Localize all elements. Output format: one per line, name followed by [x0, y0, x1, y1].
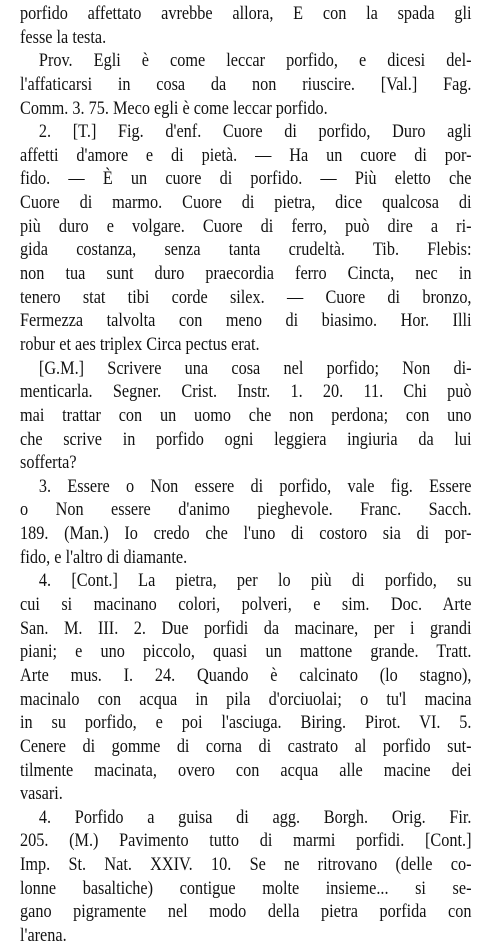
text-line: che scrive in porfido ogni leggiera ingiuria da lui [20, 428, 472, 450]
text-line: l'arena. [20, 924, 67, 946]
text-line: affetti d'amore e di pietà. — Ha un cuore di por- [20, 144, 472, 166]
text-line: 205. (M.) Pavimento tutto di marmi porfidi. [Cont.] [20, 830, 472, 852]
text-line: Fermezza talvolta con meno di biasimo. Hor. Illi [20, 310, 472, 332]
text-line: più duro e volgare. Cuore di ferro, può dire a ri- [20, 215, 472, 237]
text-line: robur et aes triplex Circa pectus erat. [20, 333, 260, 355]
text-line: San. M. III. 2. Due porfidi da macinare, per i grandi [20, 617, 472, 639]
text-line: gida costanza, senza tanta crudeltà. Tib. Flebis: [20, 239, 472, 261]
text-line: l'affaticarsi in cosa da non riuscire. [Val.] Fag. [20, 73, 472, 95]
text-line: Cuore di marmo. Cuore di pietra, dice qualcosa di [20, 192, 472, 214]
text-line: 189. (Man.) Io credo che l'uno di costoro sia di por- [20, 523, 472, 545]
text-line: non tua sunt duro praecordia ferro Cincta, nec in [20, 263, 472, 285]
text-line: 3. Essere o Non essere di porfido, vale fig. Essere [38, 475, 472, 497]
text-line: Imp. St. Nat. XXIV. 10. Se ne ritrovano (delle co- [20, 854, 472, 876]
text-line: menticarla. Segner. Crist. Instr. 1. 20. 11. Chi può [20, 381, 472, 403]
text-line: 2. [T.] Fig. d'enf. Cuore di porfido, Duro agli [38, 121, 472, 143]
text-line: cui si macinano colori, polveri, e sim. Doc. Arte [20, 594, 472, 616]
text-line: tilmente macinata, overo con acqua alle macine dei [20, 759, 472, 781]
text-line: Prov. Egli è come leccar porfido, e dicesi del- [38, 50, 472, 72]
text-line: Arte mus. I. 24. Quando è calcinato (lo stagno), [20, 664, 472, 686]
text-line: [G.M.] Scrivere una cosa nel porfido; Non di- [38, 357, 472, 379]
text-line: fido, e l'altro di diamante. [20, 546, 188, 568]
text-line: porfido affettato avrebbe allora, E con la spada gli [20, 3, 472, 24]
text-line: 4. Porfido a guisa di agg. Borgh. Orig. Fir. [38, 806, 472, 828]
text-line: gano pigramente nel modo della pietra porfida con [20, 901, 472, 923]
text-line: in su porfido, e poi l'asciuga. Biring. Pirot. VI. 5. [20, 712, 472, 734]
text-line: mai trattar con un uomo che non perdona; con uno [20, 404, 472, 426]
text-line: fido. — È un cuore di porfido. — Più eletto che [20, 168, 472, 190]
text-line: macinalo con acqua in pila d'orciuolai; o tu'l macina [20, 688, 472, 710]
text-column [20, 2, 472, 948]
text-line: 4. [Cont.] La pietra, per lo più di porfido, su [38, 570, 472, 592]
text-line: o Non essere d'animo pieghevole. Franc. Sacch. [20, 499, 472, 521]
text-line: piani; e uno piccolo, quasi un mattone grande. Tratt. [20, 641, 472, 663]
text-line: tenero stat tibi corde silex. — Cuore di bronzo, [20, 286, 472, 308]
dictionary-page [20, 2, 472, 948]
text-line: vasari. [20, 783, 63, 805]
text-line: sofferta? [20, 452, 77, 474]
text-line: fesse la testa. [20, 26, 107, 48]
text-line: Comm. 3. 75. Meco egli è come leccar porfido. [20, 97, 328, 119]
text-line: lonne basaltiche) contigue molte insieme... si se- [20, 877, 472, 899]
text-line: Cenere di gomme di corna di castrato al porfido sut- [20, 735, 472, 757]
